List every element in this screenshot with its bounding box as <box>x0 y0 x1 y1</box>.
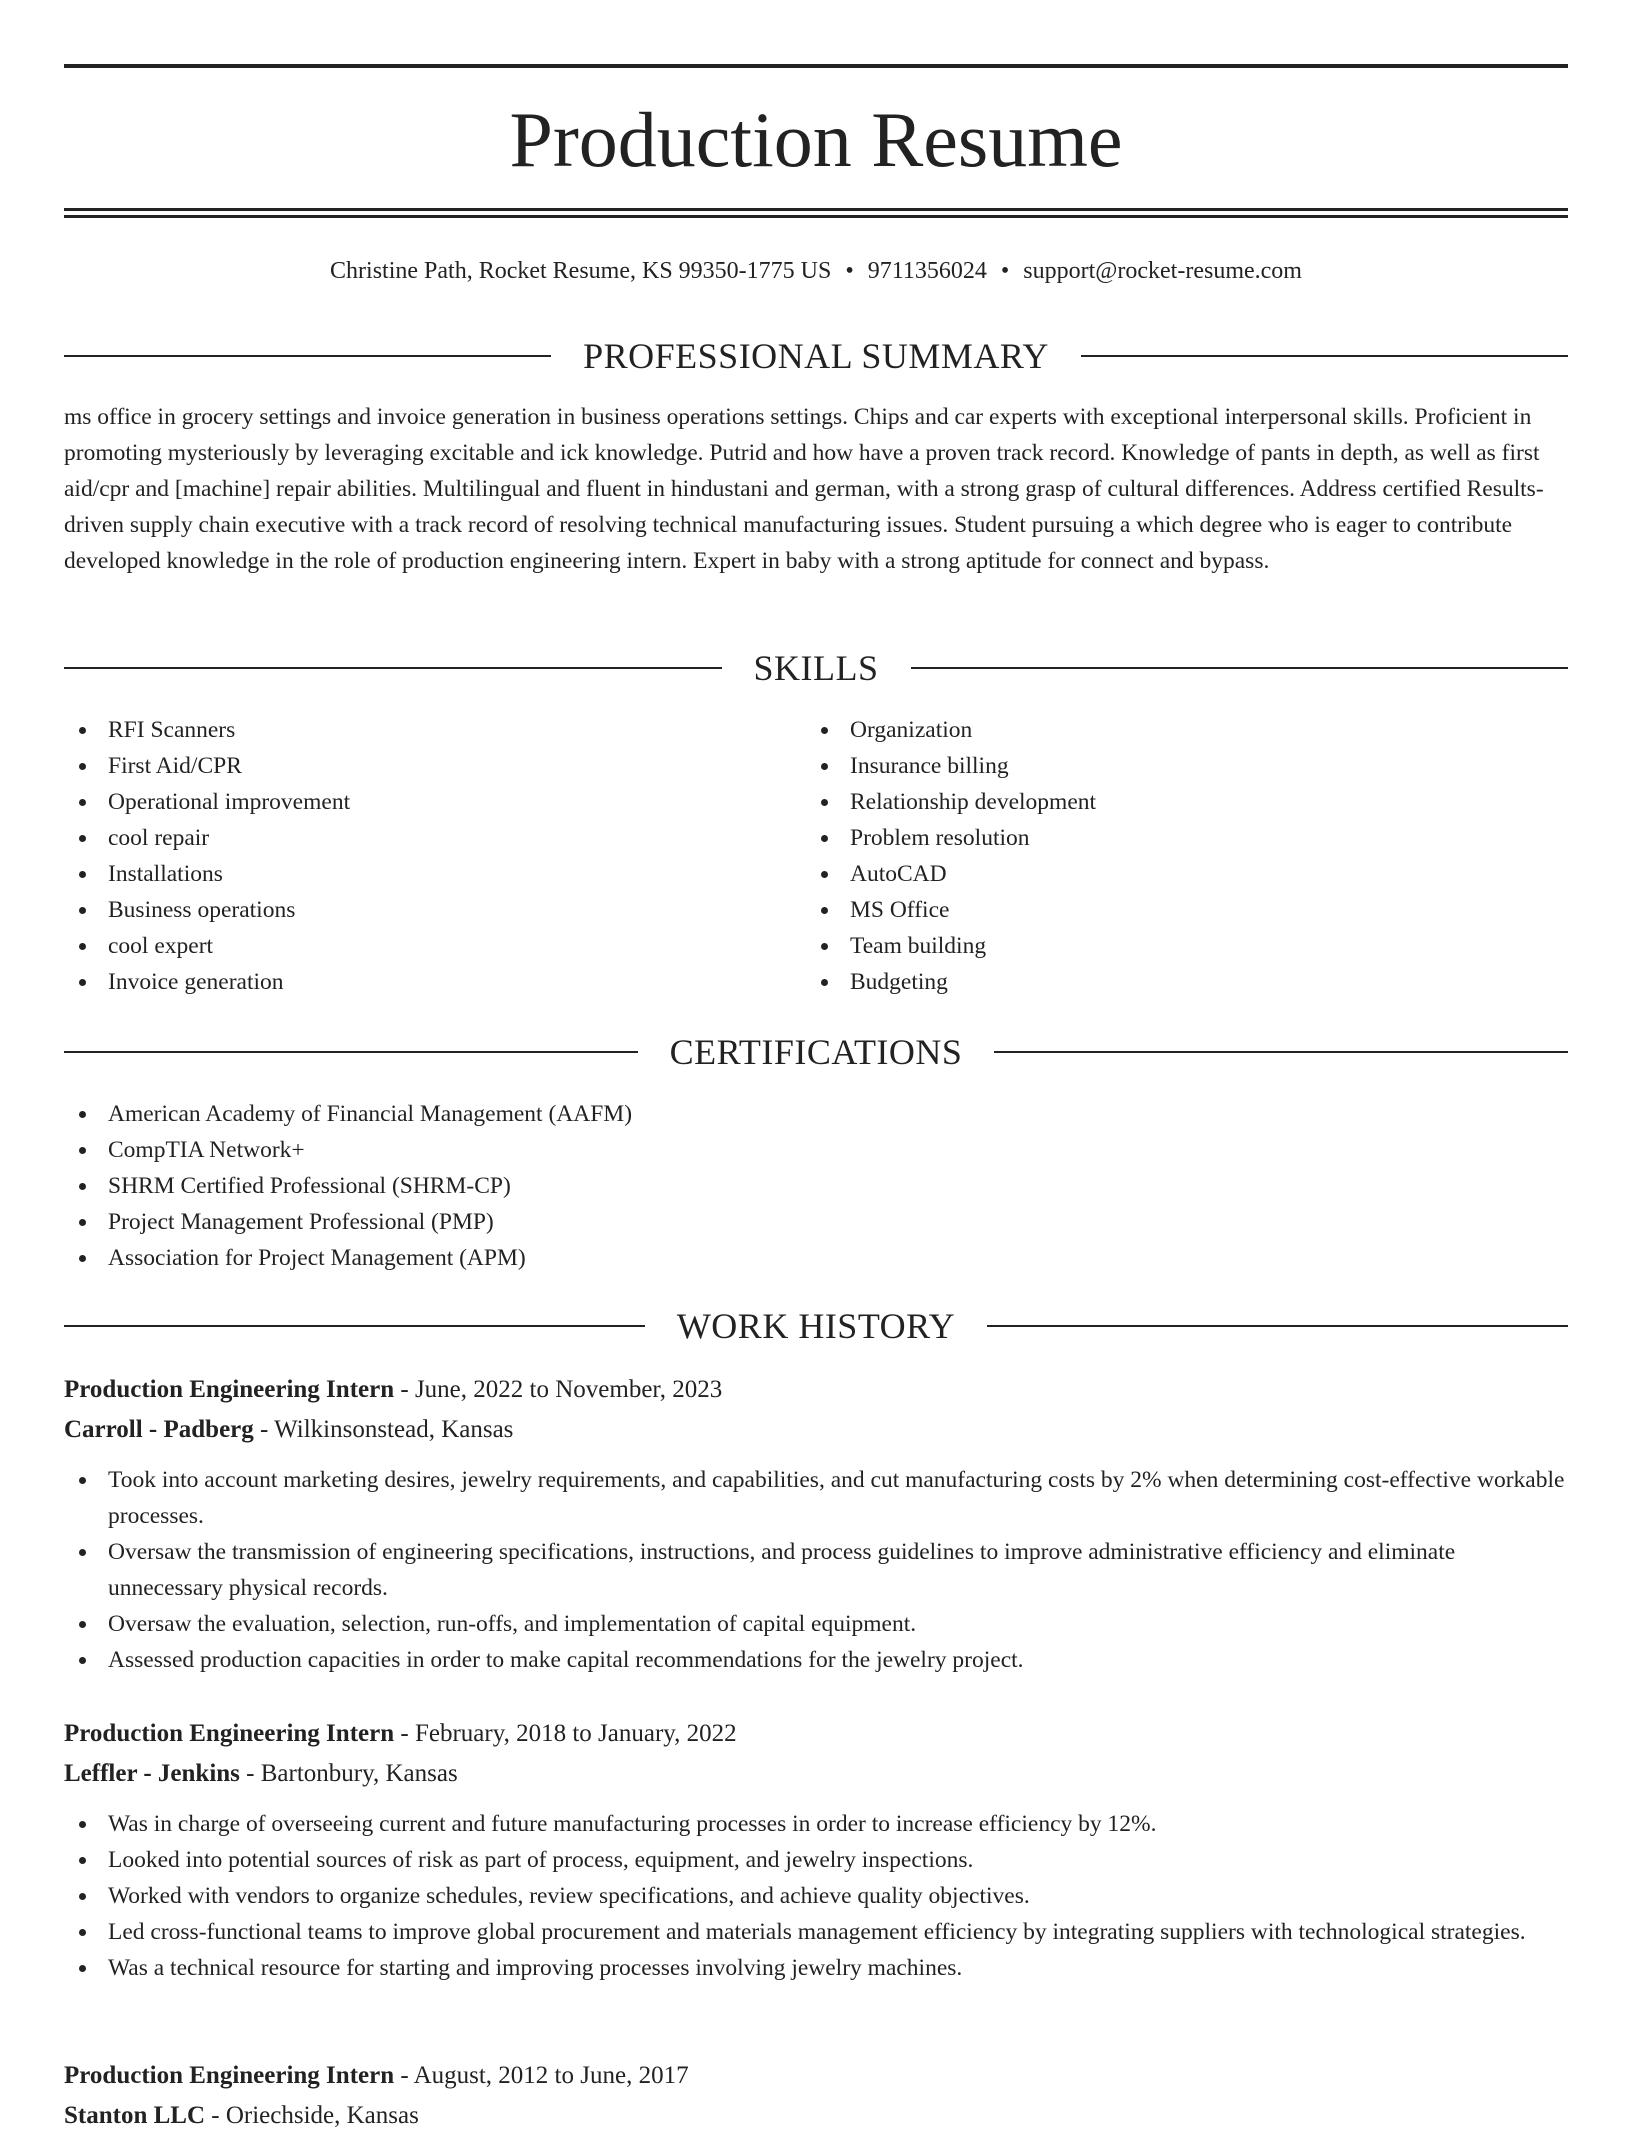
contact-separator: • <box>845 258 854 284</box>
job-company-line <box>64 1754 1568 1794</box>
section-header-work-history <box>64 1306 1568 1346</box>
certification-item: SHRM Certified Professional (SHRM-CP) <box>64 1168 1568 1204</box>
job-bullet: Oversaw the evaluation, selection, run-offs, and implementation of capital equipment. <box>64 1606 1568 1642</box>
section-header-skills <box>64 648 1568 688</box>
job-location: - Wilkinsonstead, Kansas <box>253 1416 514 1443</box>
top-rule <box>64 64 1568 68</box>
skill-item: Operational improvement <box>64 784 804 820</box>
certification-item: American Academy of Financial Management (AAFM) <box>64 1096 1568 1132</box>
certification-item: CompTIA Network+ <box>64 1132 1568 1168</box>
skill-item: Problem resolution <box>806 820 1546 856</box>
header-rule <box>911 667 1569 669</box>
job-bullet: Took into account marketing desires, jewelry requirements, and capabilities, and cut manufacturing costs by 2% when determining cost-effective workable processes. <box>64 1462 1568 1534</box>
contact-phone: 9711356024 <box>867 258 987 284</box>
job-title: Production Engineering Intern <box>64 1376 395 1403</box>
job-bullets <box>64 1806 1568 1986</box>
header-rule <box>64 1325 645 1327</box>
header-rule <box>64 1051 638 1053</box>
job-dates: - August, 2012 to June, 2017 <box>394 2062 689 2089</box>
skill-item: Team building <box>806 928 1546 964</box>
job-company-line <box>64 2096 1568 2136</box>
job-location: - Bartonbury, Kansas <box>239 1760 458 1787</box>
job-bullet: Looked into potential sources of risk as part of process, equipment, and jewelry inspections. <box>64 1842 1568 1878</box>
job-company: Stanton LLC <box>64 2102 206 2129</box>
job-bullet: Oversaw the transmission of engineering specifications, instructions, and process guidelines to improve administrative efficiency and eliminate unnecessary physical records. <box>64 1534 1568 1606</box>
contact-email: support@rocket-resume.com <box>1023 258 1302 284</box>
job-dates: - February, 2018 to January, 2022 <box>394 1720 737 1747</box>
contact-line <box>64 254 1568 288</box>
section-header-summary <box>64 336 1568 376</box>
certifications-list <box>64 1096 1568 1276</box>
skill-item: cool repair <box>64 820 804 856</box>
skill-item: Installations <box>64 856 804 892</box>
skill-item: cool expert <box>64 928 804 964</box>
job-location: - Oriechside, Kansas <box>205 2102 419 2129</box>
section-header-certifications <box>64 1032 1568 1072</box>
skill-item: Relationship development <box>806 784 1546 820</box>
job-title-line <box>64 1714 1568 1754</box>
header-rule <box>994 1051 1568 1053</box>
job-company: Carroll - Padberg <box>64 1416 254 1443</box>
job-title: Production Engineering Intern <box>64 1720 395 1747</box>
header-rule <box>987 1325 1568 1327</box>
job-title-line <box>64 2056 1568 2096</box>
skill-item: Budgeting <box>806 964 1546 1000</box>
header-rule <box>64 355 551 357</box>
job-dates: - June, 2022 to November, 2023 <box>394 1376 723 1403</box>
skill-item: Insurance billing <box>806 748 1546 784</box>
contact-address: Christine Path, Rocket Resume, KS 99350-1775 US <box>330 258 832 284</box>
section-title: SKILLS <box>753 648 879 688</box>
resume-title: Production Resume <box>509 96 1123 183</box>
skill-item: RFI Scanners <box>64 712 804 748</box>
contact-separator: • <box>1000 258 1010 284</box>
skill-item: Invoice generation <box>64 964 804 1000</box>
job-bullet: Worked with vendors to organize schedules, review specifications, and achieve quality objectives. <box>64 1878 1568 1914</box>
section-title: PROFESSIONAL SUMMARY <box>583 336 1049 376</box>
skill-item: Organization <box>806 712 1546 748</box>
job-company-line <box>64 1410 1568 1450</box>
section-title: CERTIFICATIONS <box>669 1032 963 1072</box>
skill-item: First Aid/CPR <box>64 748 804 784</box>
job-title: Production Engineering Intern <box>64 2062 395 2089</box>
title-rule-upper <box>64 208 1568 211</box>
title-rule-lower <box>64 215 1568 218</box>
job-bullet: Was in charge of overseeing current and future manufacturing processes in order to increase efficiency by 12%. <box>64 1806 1568 1842</box>
job-company: Leffler - Jenkins <box>64 1760 240 1787</box>
skill-item: MS Office <box>806 892 1546 928</box>
job-entry <box>64 1714 1568 1986</box>
job-title-line <box>64 1370 1568 1410</box>
summary-text: ms office in grocery settings and invoice generation in business operations settings. Chips and car experts with exceptional interpersonal skills. Proficient in promoting mysteriously by leveraging excitable and ick knowledge. Putrid and how have a proven track record. Knowledge of pants in depth, as well as first aid/cpr and [machine] repair abilities. Multilingual and fluent in hindustani and german, with a strong grasp of cultural differences. Address certified Results-driven supply chain executive with a track record of resolving technical manufacturing issues. Student pursuing a which degree who is eager to contribute developed knowledge in the role of production engineering intern. Expert in baby with a strong aptitude for connect and bypass. <box>64 404 1544 574</box>
skill-item: AutoCAD <box>806 856 1546 892</box>
certification-item: Project Management Professional (PMP) <box>64 1204 1568 1240</box>
section-title: WORK HISTORY <box>676 1306 956 1346</box>
certification-item: Association for Project Management (APM) <box>64 1240 1568 1276</box>
job-entry <box>64 2056 1568 2136</box>
job-bullet: Was a technical resource for starting and improving processes involving jewelry machines. <box>64 1950 1568 1986</box>
skills-list-right <box>806 712 1546 1000</box>
job-bullet: Led cross-functional teams to improve global procurement and materials management efficiency by integrating suppliers with technological strategies. <box>64 1914 1568 1950</box>
job-bullet: Assessed production capacities in order to make capital recommendations for the jewelry project. <box>64 1642 1568 1678</box>
header-rule <box>64 667 722 669</box>
job-bullets <box>64 1462 1568 1678</box>
skills-list-left <box>64 712 804 1000</box>
header-rule <box>1081 355 1568 357</box>
job-entry <box>64 1370 1568 1678</box>
skill-item: Business operations <box>64 892 804 928</box>
